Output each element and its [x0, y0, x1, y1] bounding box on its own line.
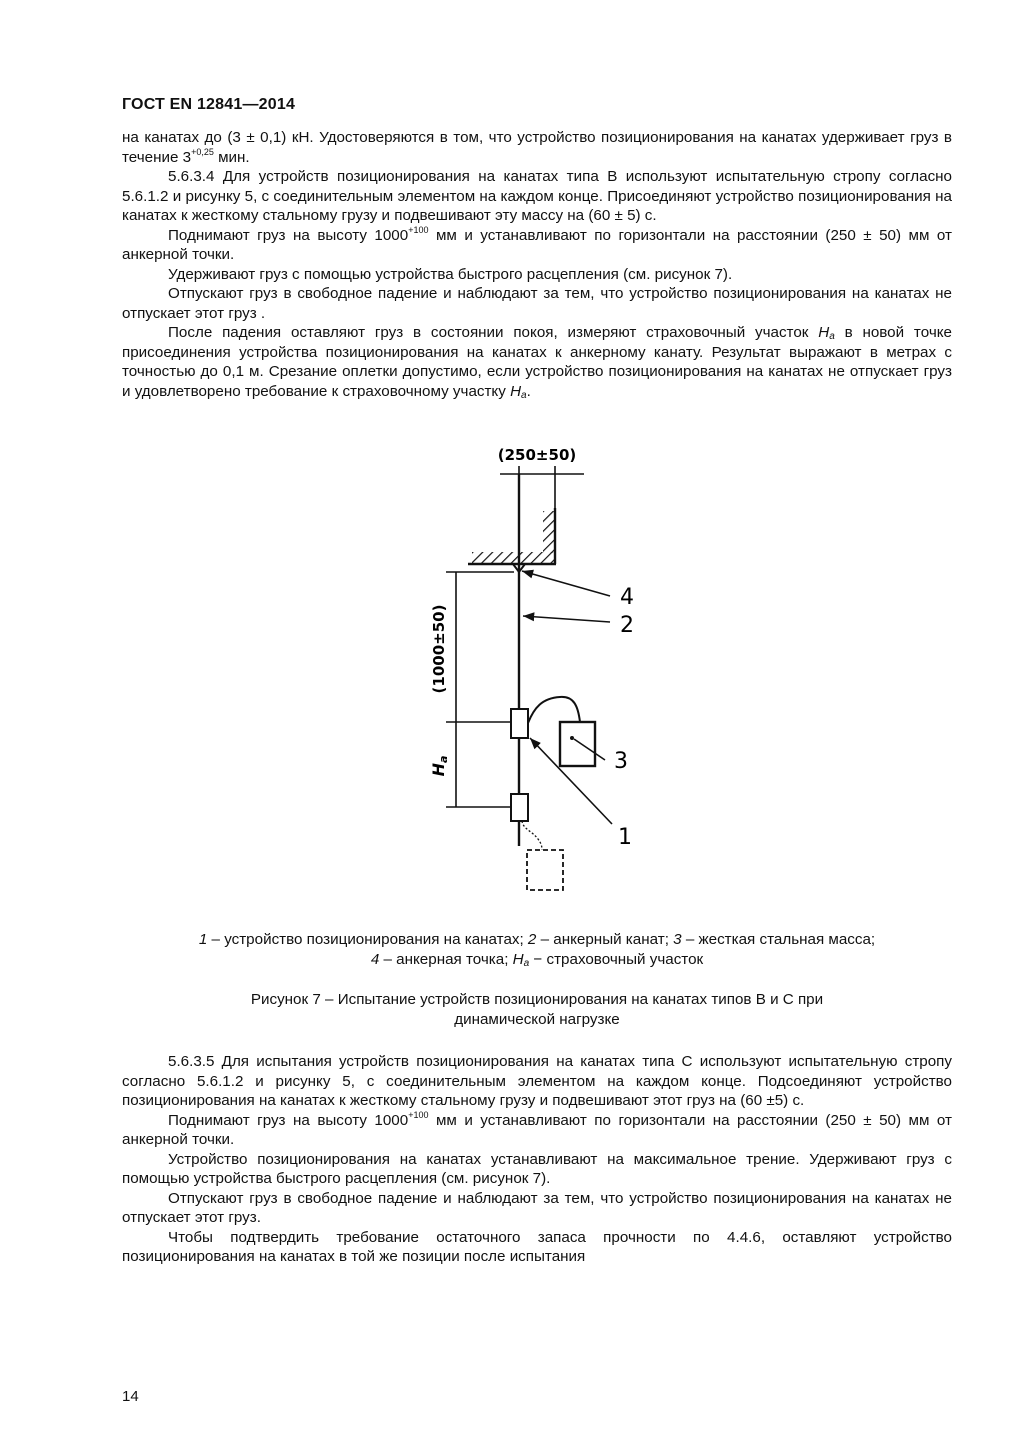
- superscript: +100: [408, 224, 429, 235]
- paragraph-release-load-c: Отпускают груз в свободное падение и наблюдают за тем, что устройство позиционирования на канатах не отпускает этот груз.: [122, 1189, 952, 1226]
- superscript: +100: [408, 1109, 429, 1120]
- callout-3: 3: [614, 749, 628, 774]
- rope-positioning-device: [511, 709, 528, 738]
- caption-line-1: Рисунок 7 – Испытание устройств позиционирования на канатах типов B и C при: [250, 991, 824, 1008]
- document-header: ГОСТ EN 12841—2014: [122, 96, 296, 113]
- legend-line-1: 1 – устройство позиционирования на канатах; 2 – анкерный канат; 3 – жесткая стальная масса;: [198, 931, 876, 948]
- caption-line-2: динамической нагрузке: [454, 1011, 620, 1028]
- paragraph-residual-strength: Чтобы подтвердить требование остаточного запаса прочности по 4.4.6, оставляют устройство позиционирования на канатах в той же позиции после испытания: [122, 1228, 952, 1265]
- symbol-ha: $H_a$: [512, 951, 530, 969]
- rope-positioning-device-lower: [511, 794, 528, 821]
- paragraph-raise-load: [122, 226, 952, 265]
- superscript: +0,25: [191, 146, 214, 157]
- text: мм и устанавливают по горизонтали на расстоянии (250 ± 50) мм от анкерной точки.: [122, 1111, 952, 1148]
- paragraph-5-6-3-4: 5.6.3.4 Для устройств позиционирования на канатах типа B используют испытательную стропу согласно 5.6.1.2 и рисунку 5, с соединительным элементом на каждом конце. Присоединяют устройство позиционирования на канатах к жесткому стальному грузу и подвешивают эту массу на (60 ± 5) с.: [122, 168, 952, 224]
- text: Поднимают груз на высоту 1000: [168, 226, 409, 244]
- figure-7: [400, 436, 680, 906]
- text: После падения оставляют груз в состоянии покоя, измеряют страховочный участок: [168, 324, 819, 341]
- text: мин.: [213, 148, 250, 166]
- dimension-horizontal: [498, 446, 584, 526]
- paragraph-5-6-3-5: 5.6.3.5 Для испытания устройств позиционирования на канатах типа C используют испытательную стропу согласно 5.6.1.2 и рисунку 5, с соединительным элементом на каждом конце. Подсоединяют устройство позиционирования на канатах к жесткому стальному грузу и подвешивают этот груз на (60 ±5) с.: [122, 1053, 952, 1109]
- text: .: [526, 382, 531, 400]
- paragraph-continuation: [122, 128, 952, 167]
- callout-1: 1: [618, 825, 632, 850]
- anchor-structure: [468, 508, 556, 564]
- text: в новой точке присоединения устройства позиционирования на канатах к анкерному канату. Результат выражают в метрах с точностью до 0,1 м. Срезание оплетки допустимо, если устройство позиционирования на канатах не отпускает груз и удовлетворено требование к страховочному участку: [122, 324, 952, 400]
- paragraph-measure: [122, 323, 952, 401]
- text: Поднимают груз на высоту 1000: [168, 1111, 409, 1129]
- symbol-ha: $H_a$: [510, 382, 527, 401]
- paragraph-raise-load-c: [122, 1111, 952, 1150]
- paragraph-release-load: Отпускают груз в свободное падение и наблюдают за тем, что устройство позиционирования на канатах не отпускает этот груз .: [122, 285, 952, 322]
- paragraph-max-friction: Устройство позиционирования на канатах устанавливают на максимальное трение. Удерживают груз с помощью устройства быстрого расцепления (см. рисунок 7).: [122, 1150, 952, 1187]
- rigid-steel-mass: [560, 722, 595, 766]
- legend-line-2: 4 – анкерная точка; $H_a$ − страховочный участок: [370, 951, 704, 969]
- callout-4: 4: [620, 585, 634, 610]
- dimension-vertical: [429, 572, 528, 807]
- text: мм и устанавливают по горизонтали на расстоянии (250 ± 50) мм от анкерной точки.: [122, 226, 952, 263]
- bottom-text-block: [122, 1052, 952, 1267]
- steel-mass-after-fall: [527, 850, 563, 890]
- callout-2: 2: [620, 613, 634, 638]
- figure-7-drawing: [400, 436, 680, 906]
- paragraph-hold-load: Удерживают груз с помощью устройства быстрого расцепления (см. рисунок 7).: [168, 265, 733, 283]
- text: на канатах до (3 ± 0,1) кН. Удостоверяются в том, что устройство позиционирования на канатах удерживает груз в течение 3: [122, 129, 952, 166]
- dim-horizontal-label: (250±50): [497, 446, 577, 464]
- symbol-ha: $H_a$: [818, 324, 835, 342]
- dim-vertical-label: (1000±50): [430, 604, 448, 694]
- dim-ha-label: Ha: [429, 755, 450, 777]
- figure-legend: [122, 930, 952, 970]
- figure-caption: [122, 990, 952, 1030]
- top-text-block: [122, 128, 952, 401]
- lanyard-connection: [528, 697, 580, 723]
- page-number: 14: [122, 1388, 139, 1405]
